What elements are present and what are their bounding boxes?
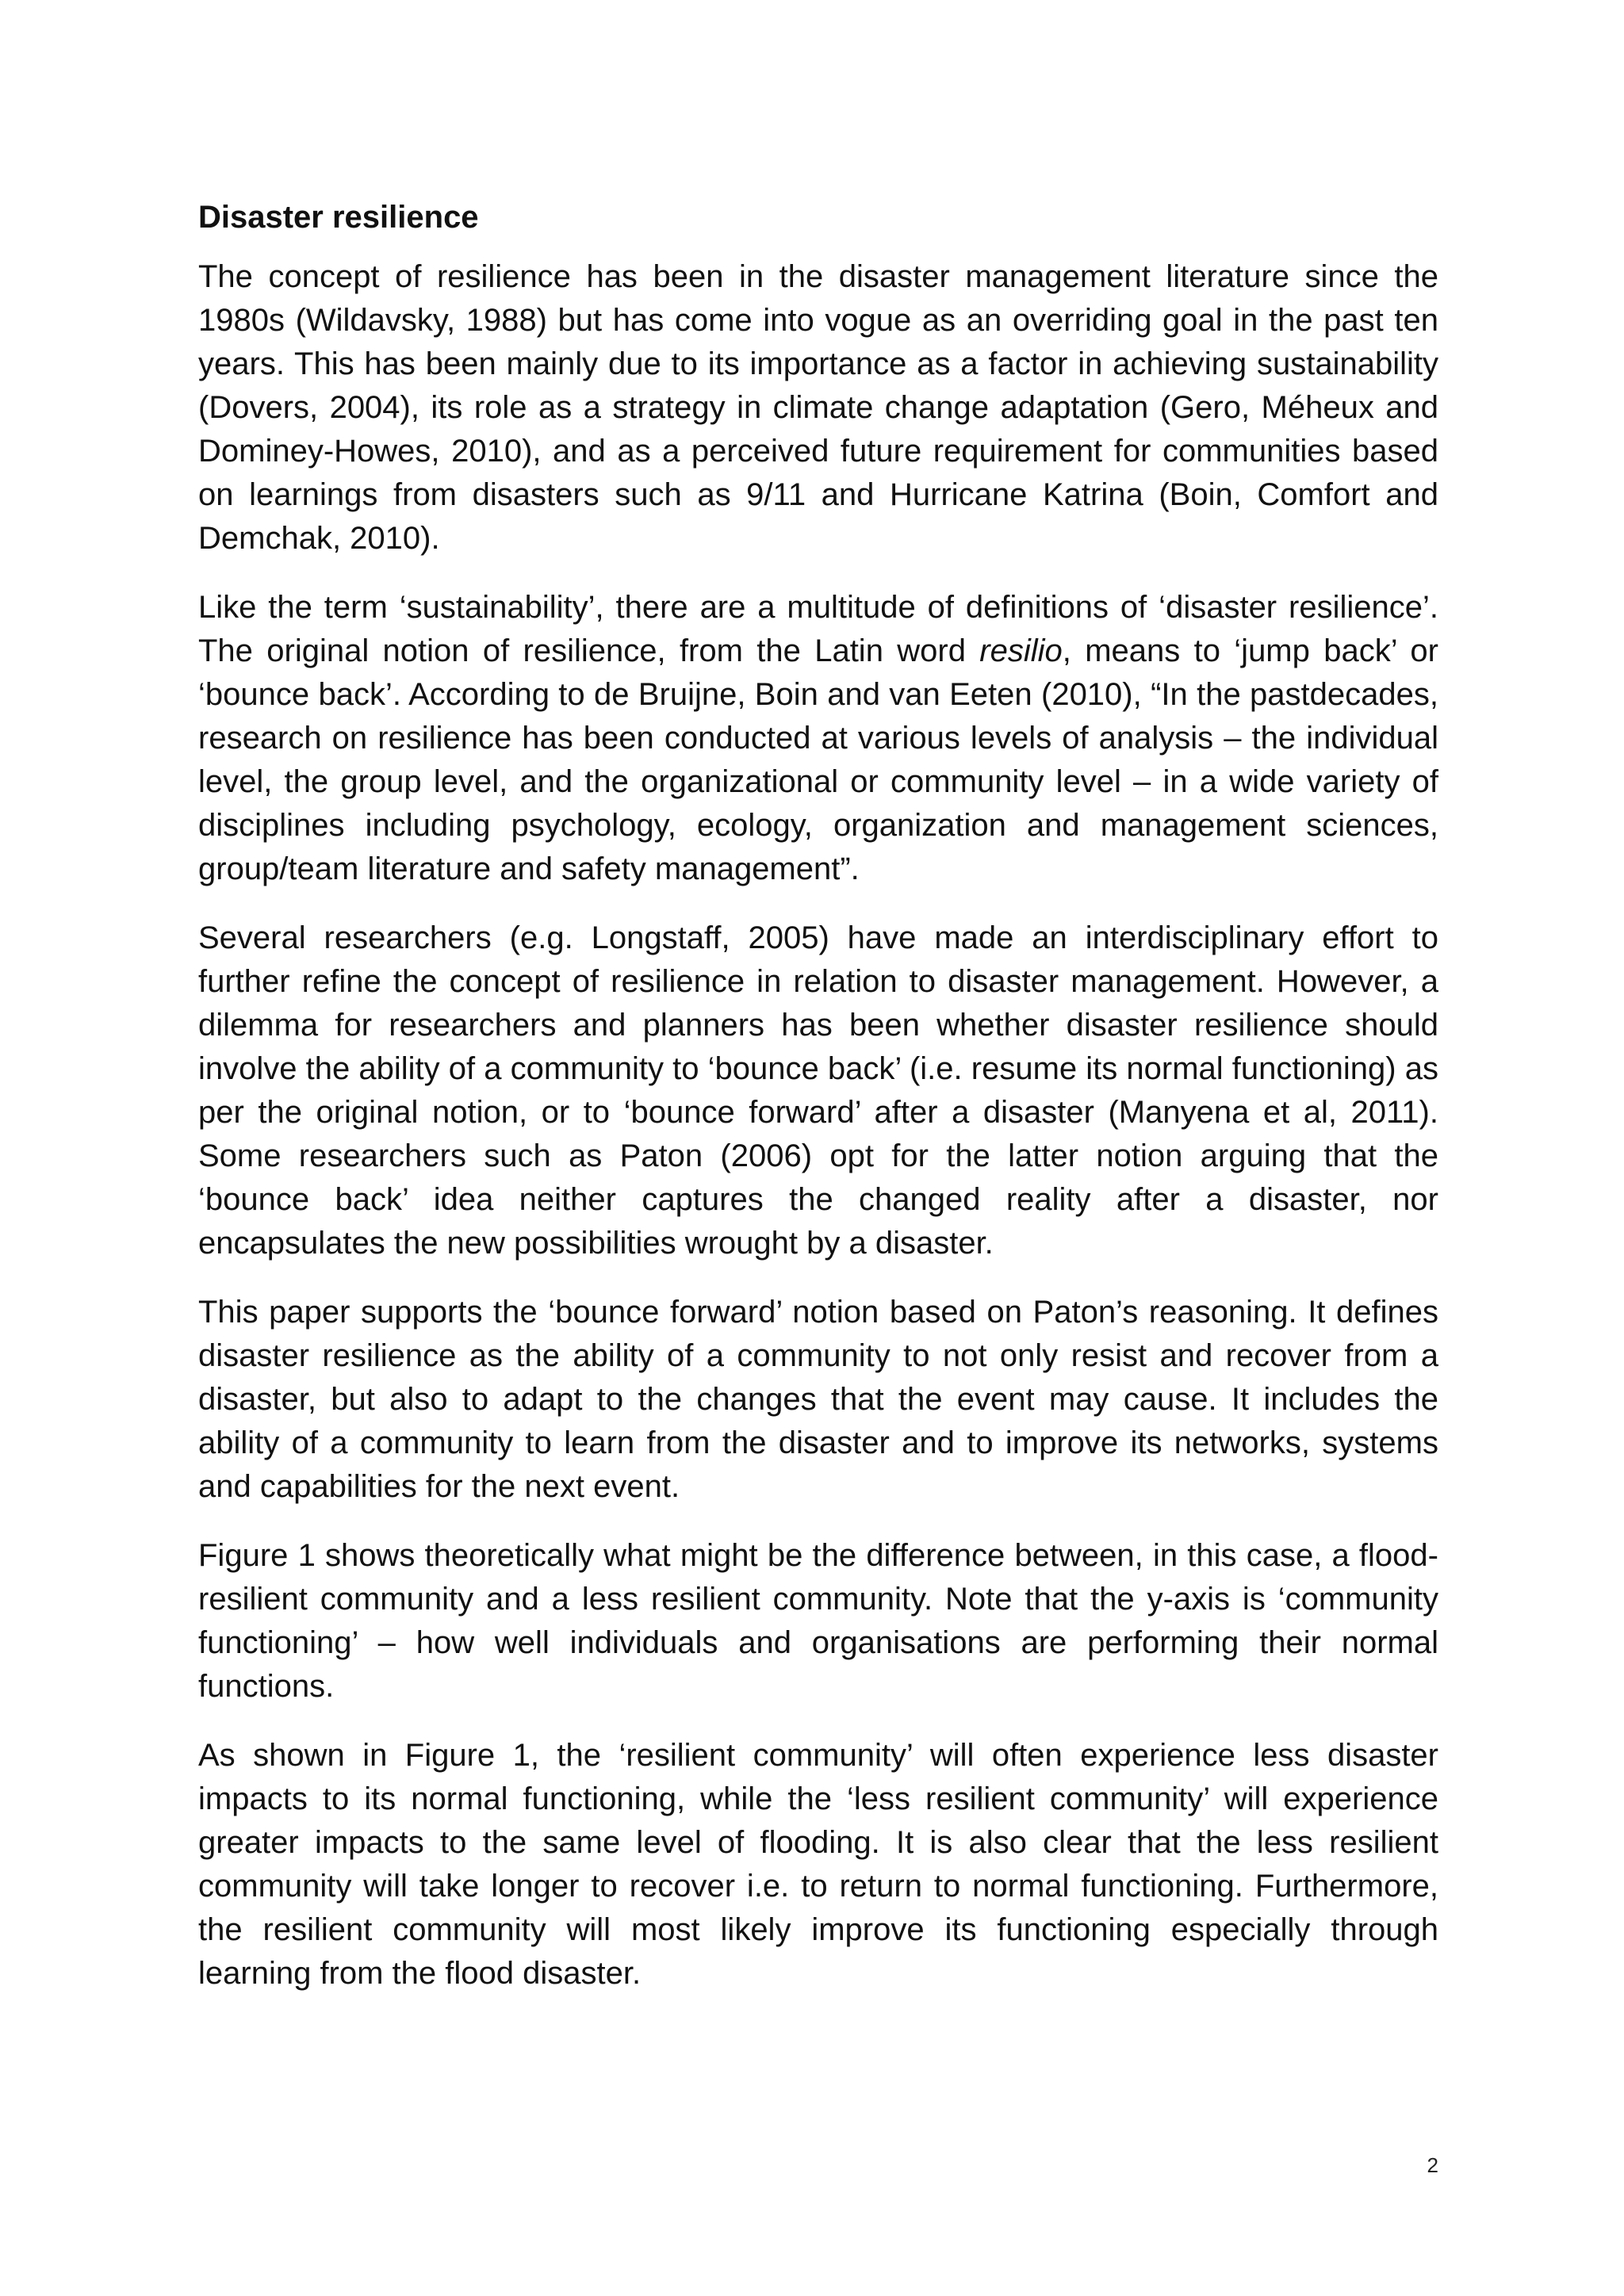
page-content xyxy=(198,195,1438,2021)
paragraph-4: This paper supports the ‘bounce forward’ notion based on Paton’s reasoning. It defines disaster resilience as the ability of a community to not only resist and recover from a disaster, but also to adapt to the changes that the event may cause. It includes the ability of a community to learn from the disaster and to improve its networks, systems and capabilities for the next event. xyxy=(198,1295,1438,1504)
section-heading: Disaster resilience xyxy=(198,200,479,235)
page-number: 2 xyxy=(1427,2153,1438,2177)
paragraph-2-before: Like the term ‘sustainability’, there are a multitude of definitions of ‘disaster resilience’. The original notion of resilience, from the Latin word xyxy=(198,590,1438,668)
paragraph-2-latin-term: resilio xyxy=(979,633,1063,668)
paragraph-3: Several researchers (e.g. Longstaff, 2005) have made an interdisciplinary effort to further refine the concept of resilience in relation to disaster management. However, a dilemma for researchers and planners has been whether disaster resilience should involve the ability of a community to ‘bounce back’ (i.e. resume its normal functioning) as per the original notion, or to ‘bounce forward’ after a disaster (Manyena et al, 2011). Some researchers such as Paton (2006) opt for the latter notion arguing that the ‘bounce back’ idea neither captures the changed reality after a disaster, nor encapsulates the new possibilities wrought by a disaster. xyxy=(198,920,1438,1261)
paragraph-1: The concept of resilience has been in the disaster management literature since the 1980s (Wildavsky, 1988) but has come into vogue as an overriding goal in the past ten years. This has been mainly due to its importance as a factor in achieving sustainability (Dovers, 2004), its role as a strategy in climate change adaptation (Gero, Méheux and Dominey-Howes, 2010), and as a perceived future requirement for communities based on learnings from disasters such as 9/11 and Hurricane Katrina (Boin, Comfort and Demchak, 2010). xyxy=(198,259,1438,556)
paragraph-2 xyxy=(198,586,1438,891)
paragraph-6: As shown in Figure 1, the ‘resilient community’ will often experience less disaster impacts to its normal functioning, while the ‘less resilient community’ will experience greater impacts to the same level of flooding. It is also clear that the less resilient community will take longer to recover i.e. to return to normal functioning. Furthermore, the resilient community will most likely improve its functioning especially through learning from the flood disaster. xyxy=(198,1738,1438,1991)
paragraph-5: Figure 1 shows theoretically what might be the difference between, in this case, a flood-resilient community and a less resilient community. Note that the y-axis is ‘community functioning’ – how well individuals and organisations are performing their normal functions. xyxy=(198,1538,1438,1704)
paragraph-2-after: , means to ‘jump back’ or ‘bounce back’. According to de Bruijne, Boin and van Eeten (2010), “In the pastdecades, research on resilience has been conducted at various levels of analysis – the individual level, the group level, and the organizational or community level – in a wide variety of disciplines including psychology, ecology, organization and management sciences, group/team literature and safety management”. xyxy=(198,633,1438,886)
